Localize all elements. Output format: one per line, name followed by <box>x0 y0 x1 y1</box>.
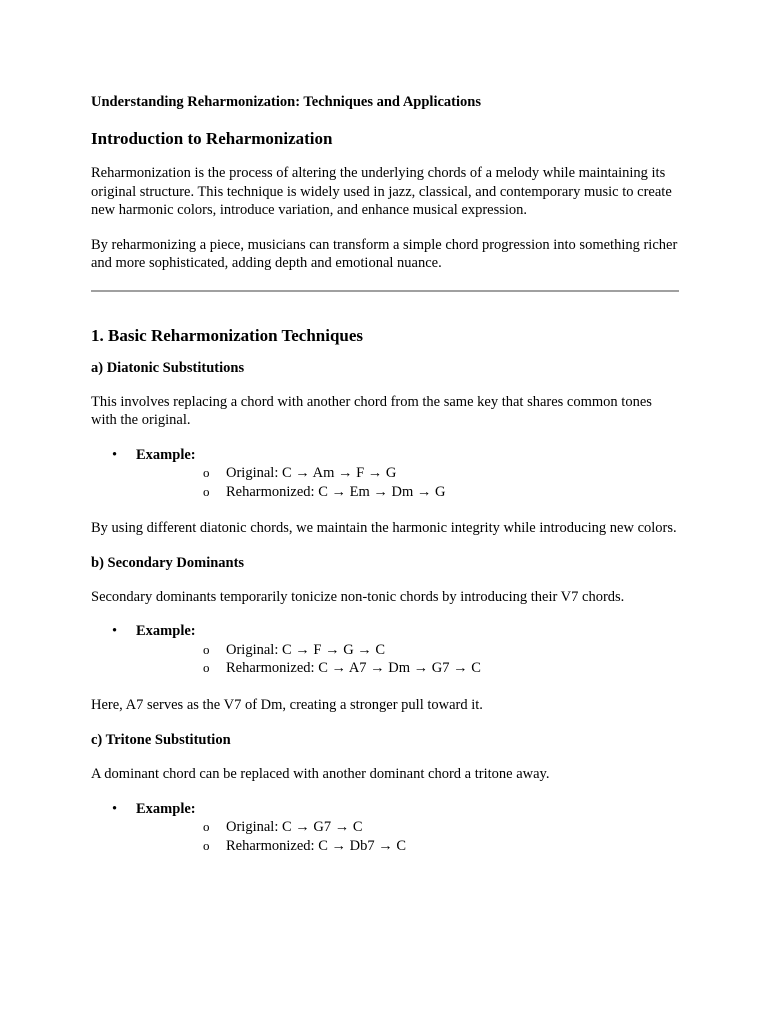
example-sublist <box>136 641 679 678</box>
example-original <box>136 464 679 483</box>
subsection-c-text: A dominant chord can be replaced with another dominant chord a tritone away. <box>91 766 550 782</box>
example-label: Example: <box>136 623 196 639</box>
example-sublist <box>136 464 679 501</box>
section-1-heading: 1. Basic Reharmonization Techniques <box>91 325 364 345</box>
intro-paragraph-2: By reharmonizing a piece, musicians can transform a simple chord progression into something richer and more sophisticated, adding depth and emotional nuance. <box>91 236 678 271</box>
example-sublist <box>136 818 679 855</box>
subsection-b-after-text: Here, A7 serves as the V7 of Dm, creating a stronger pull toward it. <box>91 696 483 713</box>
subsection-b-heading: b) Secondary Dominants <box>91 554 245 571</box>
bullet-icon: • <box>112 800 118 817</box>
example-original-text: Original: C → Am → F → G <box>226 465 397 481</box>
example-original <box>136 641 679 660</box>
sub-bullet-icon: o <box>203 483 210 499</box>
bullet-icon: • <box>112 446 118 463</box>
sub-bullet-icon: o <box>203 819 210 834</box>
subsection-b-text: Secondary dominants temporarily tonicize non-tonic chords by introducing their V7 chords. <box>91 588 625 605</box>
document-title: Understanding Reharmonization: Techniques and Applications <box>91 94 481 110</box>
example-reharmonized <box>136 837 679 856</box>
example-reharmonized-text: Reharmonized: C → A7 → Dm → G7 → C <box>226 660 481 676</box>
subsection-c-example-list <box>91 800 679 856</box>
subsection-a-example-list <box>91 446 679 502</box>
sub-bullet-icon: o <box>203 837 210 853</box>
example-bullet <box>91 800 679 856</box>
example-original-text: Original: C → G7 → C <box>226 819 363 835</box>
example-bullet <box>91 622 679 678</box>
example-reharmonized <box>136 483 679 502</box>
document-content <box>91 93 679 855</box>
subsection-a-after-text: By using different diatonic chords, we maintain the harmonic integrity while introducing new colors. <box>91 520 677 536</box>
example-reharmonized <box>136 659 679 678</box>
subsection-a-text: This involves replacing a chord with another chord from the same key that shares common tones with the original. <box>91 393 652 428</box>
sub-bullet-icon: o <box>203 465 210 480</box>
bullet-icon: • <box>112 623 118 639</box>
intro-heading: Introduction to Reharmonization <box>91 129 333 148</box>
sub-bullet-icon: o <box>203 641 210 657</box>
example-original <box>136 818 679 837</box>
intro-paragraph-1: Reharmonization is the process of altering the underlying chords of a melody while maintaining its original structure. This technique is widely used in jazz, classical, and contemporary music to create new harmonic colors, introduce variation, and enhance musical expression. <box>91 165 672 218</box>
example-label: Example: <box>136 800 196 817</box>
example-reharmonized-text: Reharmonized: C → Em → Dm → G <box>226 483 446 500</box>
example-bullet <box>91 446 679 502</box>
subsection-c-heading: c) Tritone Substitution <box>91 732 231 748</box>
example-label: Example: <box>136 446 196 463</box>
subsection-a-heading: a) Diatonic Substitutions <box>91 359 245 376</box>
sub-bullet-icon: o <box>203 660 210 675</box>
example-original-text: Original: C → F → G → C <box>226 641 386 658</box>
subsection-b-example-list <box>91 622 679 678</box>
example-reharmonized-text: Reharmonized: C → Db7 → C <box>226 837 407 854</box>
